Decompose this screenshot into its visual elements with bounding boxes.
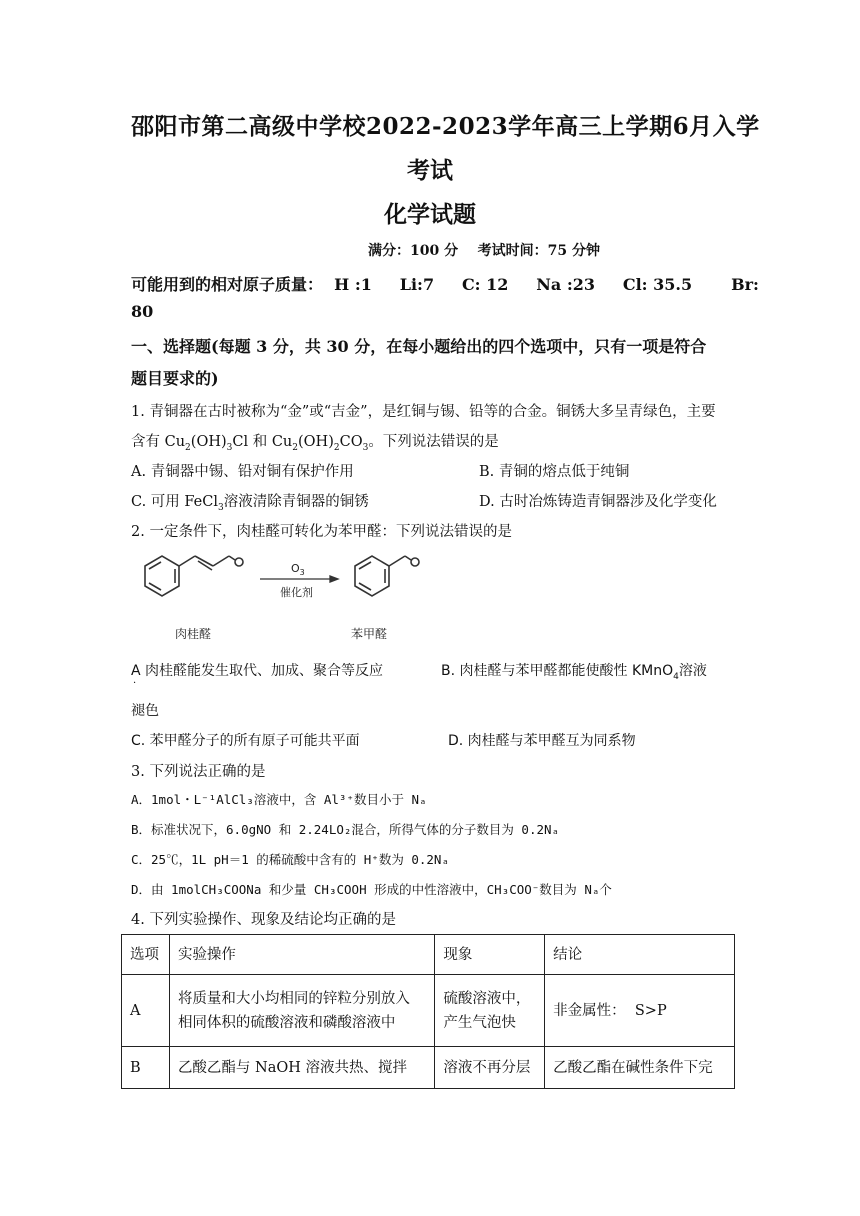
table-row bbox=[122, 975, 735, 1047]
q4-table bbox=[121, 934, 735, 1089]
subject-title: 化学试题 bbox=[384, 201, 476, 228]
section1-heading-line1: 一、选择题(每题 3 分，共 30 分，在每小题给出的四个选项中，只有一项是符合 bbox=[131, 337, 707, 356]
label-benzaldehyde: 苯甲醛 bbox=[351, 627, 388, 641]
row-a-option: A bbox=[122, 975, 170, 1047]
q2-option-c: C. 苯甲醛分子的所有原子可能共平面 bbox=[131, 733, 360, 749]
q3-stem: 3. 下列说法正确的是 bbox=[131, 764, 266, 780]
exam-meta: 满分：100 分 考试时间：75 分钟 bbox=[368, 243, 600, 259]
reaction-svg bbox=[125, 548, 445, 648]
q2-option-b: B. 肉桂醛与苯甲醛都能使酸性 KMnO$_4$溶液 bbox=[441, 663, 707, 682]
q2-option-d: D. 肉桂醛与苯甲醛互为同系物 bbox=[448, 733, 636, 749]
q3-option-b: B．标准状况下，6.0gNO 和 2.24LO₂混合，所得气体的分子数目为 0.2Nₐ bbox=[131, 822, 560, 837]
reagent-o3: $O_3$ bbox=[291, 562, 305, 577]
benzaldehyde-structure bbox=[355, 556, 419, 596]
row-b-conclusion: 乙酸乙酯在碱性条件下完 bbox=[545, 1047, 735, 1089]
q2-dot: · bbox=[133, 678, 137, 689]
q1-option-b: B. 青铜的熔点低于纯铜 bbox=[479, 464, 630, 480]
q2-stem: 2. 一定条件下，肉桂醛可转化为苯甲醛：下列说法错误的是 bbox=[131, 524, 512, 540]
exam-title-line2: 考试 bbox=[407, 157, 453, 184]
q3-option-d: D．由 1molCH₃COONa 和少量 CH₃COOH 形成的中性溶液中，CH₃COO⁻数目为 Nₐ个 bbox=[131, 882, 612, 897]
table-header-row bbox=[122, 935, 735, 975]
cinnamaldehyde-structure bbox=[145, 556, 243, 596]
reagent-catalyst: 催化剂 bbox=[280, 586, 313, 599]
q1-option-d: D. 古时冶炼铸造青铜器涉及化学变化 bbox=[479, 494, 717, 510]
row-a-phenomenon: 硫酸溶液中， 产生气泡快 bbox=[435, 975, 545, 1047]
q2-option-a: A 肉桂醛能发生取代、加成、聚合等反应 bbox=[131, 663, 384, 679]
q1-stem-line2: 含有 $Cu_2(OH)_3Cl$ 和 $Cu_2(OH)_2CO_3$。下列说法错误的是 bbox=[131, 434, 499, 453]
row-b-operation: 乙酸乙酯与 NaOH 溶液共热、搅拌 bbox=[169, 1047, 434, 1089]
label-cinnamaldehyde: 肉桂醛 bbox=[175, 627, 212, 641]
q1-stem-line1: 1. 青铜器在古时被称为“金”或“吉金”，是红铜与锡、铅等的合金。铜锈大多呈青绿色，主要 bbox=[131, 404, 716, 420]
header-conclusion: 结论 bbox=[545, 935, 735, 975]
row-a-operation: 将质量和大小均相同的锌粒分别放入 相同体积的硫酸溶液和磷酸溶液中 bbox=[169, 975, 434, 1047]
row-b-phenomenon: 溶液不再分层 bbox=[435, 1047, 545, 1089]
header-operation: 实验操作 bbox=[169, 935, 434, 975]
q3-option-a: A．1mol・L⁻¹AlCl₃溶液中，含 Al³⁺数目小于 Nₐ bbox=[131, 792, 427, 807]
q4-stem: 4. 下列实验操作、现象及结论均正确的是 bbox=[131, 912, 396, 928]
q2-option-b-continued: 褪色 bbox=[131, 703, 159, 719]
header-phenomenon: 现象 bbox=[435, 935, 545, 975]
atomic-masses-line1: 可能用到的相对原子质量： H :1 Li:7 C: 12 Na :23 Cl: 35.5 Br: bbox=[131, 275, 759, 294]
section1-heading-line2: 题目要求的) bbox=[131, 369, 219, 388]
exam-title-line1: 邵阳市第二高级中学校2022-2023学年高三上学期6月入学 bbox=[131, 113, 760, 140]
q1-option-c: C. 可用 FeCl$_3$溶液清除青铜器的铜锈 bbox=[131, 494, 369, 513]
header-option: 选项 bbox=[122, 935, 170, 975]
q1-option-a: A. 青铜器中锡、铅对铜有保护作用 bbox=[131, 464, 354, 480]
row-a-conclusion: 非金属性： S>P bbox=[545, 975, 735, 1047]
row-b-option: B bbox=[122, 1047, 170, 1089]
reaction-diagram bbox=[125, 548, 445, 652]
table-row bbox=[122, 1047, 735, 1089]
q3-option-c: C．25℃，1L pH＝1 的稀硫酸中含有的 H⁺数为 0.2Nₐ bbox=[131, 852, 449, 867]
atomic-masses-line2: 80 bbox=[131, 302, 154, 321]
